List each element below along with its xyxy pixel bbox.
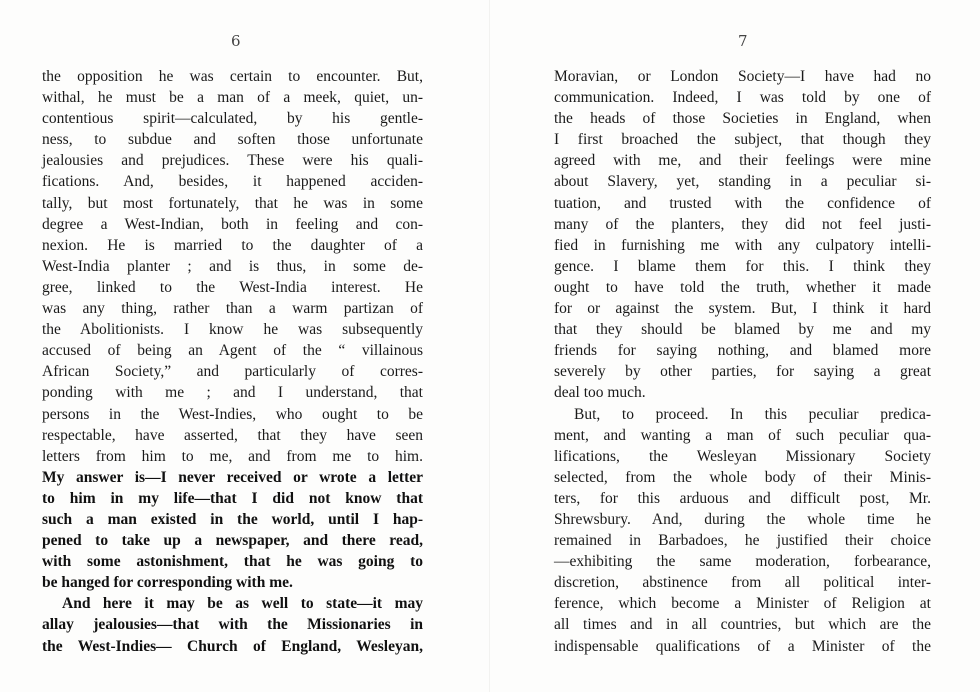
text-line: the Abolitionists. I know he was subsequently	[42, 321, 423, 339]
text-line: was any thing, rather than a warm partizan of	[42, 300, 423, 318]
text-line: pened to take up a newspaper, and there read,	[42, 532, 423, 550]
text-line: agreed with me, and their feelings were mine	[554, 152, 931, 170]
text-line: the opposition he was certain to encounter. But,	[42, 68, 423, 85]
left-page-number: 6	[231, 32, 241, 50]
right-page-text	[554, 66, 931, 657]
right-page-number: 7	[738, 32, 748, 50]
text-line: severely by other parties, for saying a great	[554, 363, 931, 381]
text-line: selected, from the whole body of their Minis-	[554, 468, 931, 486]
text-line: persons in the West-Indies, who ought to be	[42, 405, 423, 423]
text-line: ment, and wanting a man of such peculiar qua-	[554, 426, 931, 444]
text-line: communication. Indeed, I was told by one of	[554, 89, 931, 107]
text-line: friends for saying nothing, and blamed more	[554, 342, 931, 360]
text-line: remained in Barbadoes, he justified their choice	[554, 532, 931, 550]
text-line: all times and in all countries, but which are the	[554, 616, 931, 634]
text-line: ness, to subdue and soften those unfortunate	[42, 131, 423, 149]
text-line: many of the planters, they did not feel justi-	[554, 215, 931, 233]
text-line: the West-Indies— Church of England, Wesleyan,	[42, 637, 423, 655]
text-line: that they should be blamed by me and my	[554, 321, 931, 339]
text-line: deal too much.	[554, 384, 646, 402]
text-line: But, to proceed. In this peculiar predica-	[574, 405, 931, 423]
text-line: allay jealousies—that with the Missionaries in	[42, 616, 423, 634]
text-line: for or against the system. But, I think it hard	[554, 300, 931, 318]
text-line: tally, but most fortunately, that he was in some	[42, 194, 423, 212]
text-line: My answer is—I never received or wrote a letter	[42, 468, 423, 486]
text-line: be hanged for corresponding with me.	[42, 574, 293, 592]
text-line: African Society,” and particularly of corres-	[42, 363, 423, 381]
text-line: jealousies and prejudices. These were his quali-	[42, 152, 423, 170]
text-line: fied in furnishing me with any culpatory intelli-	[554, 236, 931, 254]
text-line: such a man existed in the world, until I hap-	[42, 510, 423, 528]
text-line: ters, for this arduous and difficult post, Mr.	[554, 489, 931, 507]
text-line: accused of being an Agent of the “ villainous	[42, 342, 423, 360]
text-line: nexion. He is married to the daughter of a	[42, 236, 423, 254]
text-line: Moravian, or London Society—I have had no	[554, 68, 931, 85]
text-line: indispensable qualifications of a Minister of the	[554, 637, 931, 655]
text-line: the heads of those Societies in England, when	[554, 110, 931, 128]
text-line: West-India planter ; and is thus, in some de-	[42, 257, 423, 275]
right-page	[490, 0, 980, 692]
text-line: And here it may be as well to state—it may	[62, 595, 423, 613]
text-line: ought to have told the truth, whether it made	[554, 278, 931, 296]
text-line: ference, which become a Minister of Religion at	[554, 595, 931, 613]
text-line: lifications, the Wesleyan Missionary Society	[554, 447, 931, 465]
text-line: discretion, abstinence from all political inter-	[554, 574, 931, 592]
text-line: tuation, and trusted with the confidence of	[554, 194, 931, 212]
text-line: letters from him to me, and from me to him.	[42, 447, 423, 465]
text-line: gence. I blame them for this. I think they	[554, 257, 931, 275]
text-line: ponding with me ; and I understand, that	[42, 384, 423, 402]
text-line: to him in my life—that I did not know that	[42, 489, 423, 507]
text-line: contentious spirit—calculated, by his gentle-	[42, 110, 423, 128]
text-line: I first broached the subject, that though they	[554, 131, 931, 149]
text-line: respectable, have asserted, that they have seen	[42, 426, 423, 444]
text-line: about Slavery, yet, standing in a peculiar si-	[554, 173, 931, 191]
left-page-text	[42, 66, 423, 657]
text-line: with some astonishment, that he was going to	[42, 553, 423, 571]
text-line: degree a West-Indian, both in feeling and con-	[42, 215, 423, 233]
text-line: withal, he must be a man of a meek, quiet, un-	[42, 89, 423, 107]
text-line: gree, linked to the West-India interest. He	[42, 278, 423, 296]
text-line: fications. And, besides, it happened acciden-	[42, 173, 423, 191]
text-line: —exhibiting the same moderation, forbearance,	[554, 553, 931, 571]
text-line: Shrewsbury. And, during the whole time he	[554, 510, 931, 528]
